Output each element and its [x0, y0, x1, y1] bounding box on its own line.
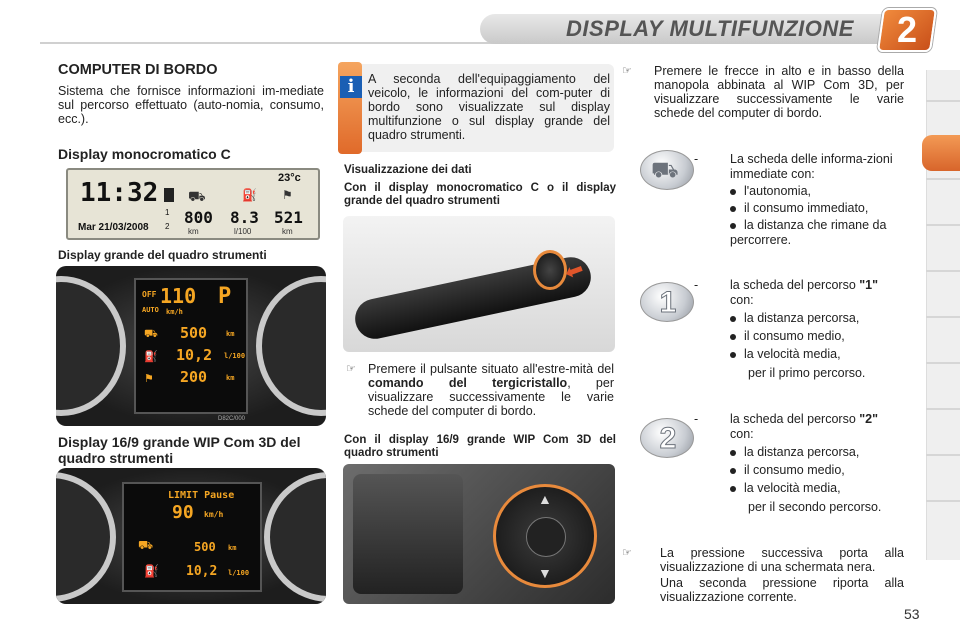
mono-display-title: Display monocromatico C	[58, 146, 231, 162]
wip-limit: LIMIT Pause	[168, 490, 235, 501]
mono-time: 11:32	[80, 178, 159, 208]
arrow-up-icon: ▲	[538, 491, 552, 507]
wip-unit-1: km	[228, 544, 237, 552]
wip-control-knob	[493, 484, 597, 588]
wip-display-image	[56, 468, 326, 604]
card-2-badge	[640, 418, 694, 458]
chapter-tab[interactable]	[926, 362, 960, 364]
page-header	[0, 0, 960, 52]
wip-subtitle: Con il display 16/9 grande WIP Com 3D del quadro strumenti	[344, 434, 616, 459]
grande-display-title: Display grande del quadro strumenti	[58, 248, 267, 262]
card2-tail: per il primo percorso.	[748, 366, 866, 380]
card2-item: il consumo medio,	[744, 329, 845, 343]
right-gauge	[256, 276, 326, 416]
car-icon: ⛟	[144, 328, 158, 340]
left-gauge	[56, 472, 116, 602]
card-trip-1: - la scheda del percorso "1" con: la distanza percorsa, il consumo medio, la velocità media, per il primo percorso.	[712, 278, 902, 381]
ok-button	[526, 517, 566, 557]
mono-tab-1: 1	[165, 208, 170, 217]
fuel-icon: ⛽	[144, 564, 159, 578]
grande-unit-3: km	[226, 374, 235, 382]
mono-unit-1: km	[188, 227, 199, 236]
grande-screen	[134, 278, 248, 414]
gear-lever-area	[353, 474, 463, 594]
grande-off: OFF	[142, 290, 157, 299]
wiper-stalk-image	[343, 216, 615, 352]
card2-item: la velocità media,	[744, 347, 841, 361]
card-trip-2: - la scheda del percorso "2" con: la distanza percorsa, il consumo medio, la velocità media, per il secondo percorso.	[712, 412, 902, 515]
info-text: A seconda dell'equipaggiamento del veicolo, le informazioni del com-puter di bordo sono visualizzate sul display multifunzione o sul display grande del quadro strumenti.	[368, 72, 610, 142]
grande-value-2: 10,2	[176, 346, 213, 364]
card3-item: la distanza percorsa,	[744, 445, 860, 459]
card3-lead-post: con:	[730, 427, 754, 441]
console-image	[343, 464, 615, 604]
finger-pointer-icon: ☞	[622, 547, 632, 559]
visualization-subtitle: Con il display monocromatico C o il display grande del quadro strumenti	[344, 182, 616, 207]
card3-lead-bold: "2"	[859, 412, 879, 426]
fuel-icon: ⛽	[242, 188, 257, 202]
card2-lead-bold: "1"	[859, 278, 879, 292]
card-1-number: 1	[659, 286, 677, 319]
grande-unit-1: km	[226, 330, 235, 338]
mono-value-1: 800	[184, 208, 213, 227]
card2-item: la distanza percorsa,	[744, 311, 860, 325]
press-text-post: , per visualizzare successivamente le varie schede del computer di bordo.	[368, 376, 614, 418]
chapter-tab[interactable]	[926, 178, 960, 180]
card-car-icon	[640, 150, 694, 190]
mono-unit-3: km	[282, 227, 293, 236]
arrow-icon: ⬅	[561, 255, 587, 286]
mono-unit-2: l/100	[234, 227, 252, 236]
mono-value-3: 521	[274, 208, 303, 227]
image-code: D82C/000	[218, 416, 246, 422]
car-icon: ⛟	[138, 538, 154, 552]
mono-date: Mar 21/03/2008	[78, 222, 149, 233]
card3-item: la velocità media,	[744, 481, 841, 495]
right-gauge	[264, 472, 326, 602]
car-icon: ⛟	[651, 157, 679, 182]
page-title: DISPLAY MULTIFUNZIONE	[566, 16, 854, 41]
card2-lead: la scheda del percorso	[730, 278, 860, 292]
fuel-pump-icon	[164, 188, 174, 202]
wip-value-1: 500	[194, 540, 216, 554]
card3-lead: la scheda del percorso	[730, 412, 860, 426]
card3-tail: per il secondo percorso.	[748, 500, 882, 514]
chapter-tab[interactable]	[926, 500, 960, 502]
chapter-tab[interactable]	[926, 454, 960, 456]
chapter-tab[interactable]	[926, 224, 960, 226]
mono-display-image	[66, 168, 320, 240]
stalk-end-button	[533, 250, 567, 290]
press-text-bold: comando del tergicristallo	[368, 376, 568, 390]
mono-value-2: 8.3	[230, 208, 259, 227]
wip-speed: 90	[172, 502, 194, 523]
note-black-screen: La pressione successiva porta alla visualizzazione di una schermata nera.	[660, 546, 904, 574]
info-icon: i	[340, 76, 362, 98]
finger-pointer-icon: ☞	[346, 363, 356, 375]
grande-speed-unit: km/h	[166, 308, 183, 316]
finger-pointer-icon: ☞	[622, 65, 632, 77]
mono-tab-2: 2	[165, 222, 170, 231]
chapter-tab[interactable]	[926, 316, 960, 318]
grande-gear: P	[218, 284, 232, 309]
card3-item: il consumo medio,	[744, 463, 845, 477]
grande-speed: 110	[160, 284, 197, 308]
intro-text: Sistema che fornisce informazioni im-mediate sul percorso effettuato (auto-nomia, consumo, ecc.).	[58, 84, 324, 126]
visualization-title: Visualizzazione dei dati	[344, 164, 472, 176]
note-return: Una seconda pressione riporta alla visualizzazione corrente.	[660, 576, 904, 604]
chapter-tab[interactable]	[926, 270, 960, 272]
wip-screen	[122, 482, 262, 592]
chapter-tab[interactable]	[926, 408, 960, 410]
card2-lead-post: con:	[730, 293, 754, 307]
chapter-number: 2	[896, 9, 918, 50]
press-text-pre: Premere il pulsante situato all'estre-mità del	[368, 362, 614, 376]
section-title: COMPUTER DI BORDO	[58, 62, 218, 78]
grande-unit-2: l/100	[224, 352, 246, 360]
chapter-tab-active[interactable]	[922, 135, 960, 171]
flag-icon: ⚑	[282, 188, 293, 202]
arrow-down-icon: ▼	[538, 565, 552, 581]
card1-item: il consumo immediato,	[744, 201, 869, 215]
left-gauge	[56, 276, 126, 416]
card1-item: la distanza che rimane da percorrere.	[730, 218, 887, 247]
card-instant-info: - La scheda delle informa-zioni immediate con: l'autonomia, il consumo immediato, la distanza che rimane da percorrere.	[694, 152, 893, 247]
fuel-icon: ⛽	[144, 351, 158, 363]
wip-speed-unit: km/h	[204, 510, 224, 519]
wip-display-title: Display 16/9 grande WIP Com 3D del quadro strumenti	[58, 434, 301, 466]
card1-lead: La scheda delle informa-zioni immediate con:	[730, 152, 893, 181]
press-instruction	[368, 362, 614, 418]
car-icon: ⛟	[188, 188, 206, 204]
grande-value-1: 500	[180, 324, 208, 342]
grande-display-image	[56, 266, 326, 426]
wip-unit-2: l/100	[228, 569, 250, 577]
grande-auto: AUTO	[142, 306, 159, 314]
grande-value-3: 200	[180, 368, 208, 386]
card1-item: l'autonomia,	[744, 184, 812, 198]
arrows-instruction: Premere le frecce in alto e in basso della manopola abbinata al WIP Com 3D, per visualizzare successivamente le varie schede del computer di bordo.	[654, 64, 904, 120]
chapter-tab[interactable]	[926, 100, 960, 102]
card-2-number: 2	[659, 422, 677, 455]
flag-icon: ⚑	[144, 373, 154, 385]
mono-temp: 23°c	[278, 172, 301, 184]
page-number: 53	[904, 606, 920, 622]
wip-value-2: 10,2	[186, 564, 218, 579]
card-1-badge	[640, 282, 694, 322]
